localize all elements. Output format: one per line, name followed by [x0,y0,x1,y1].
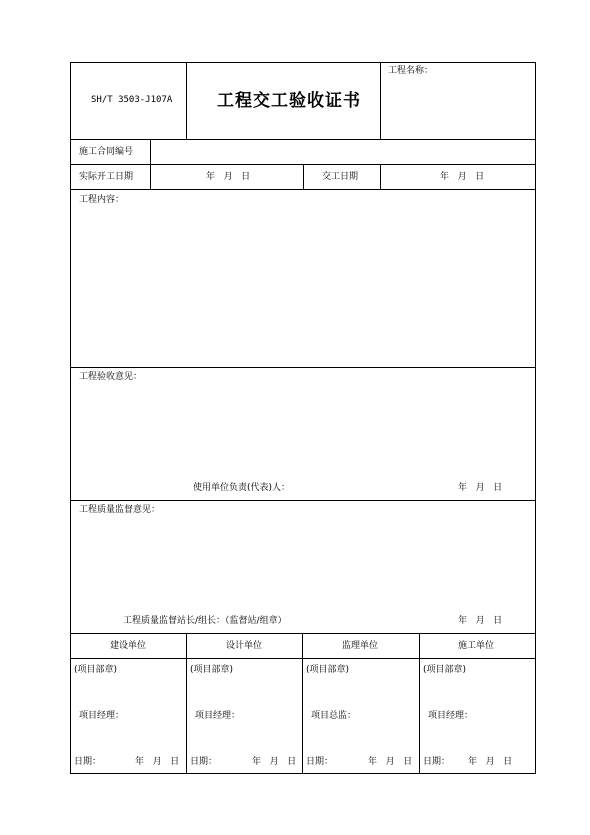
dates-divider-2 [303,164,304,190]
unit-manager-label: 项目总监： [311,711,357,721]
unit-stamp: (项目部章) [190,665,234,675]
acceptance-sign-label: 使用单位负责(代表)人： [193,483,291,493]
unit-date-label: 日期： [190,757,218,767]
unit-name-contractor: 施工单位 [458,641,495,651]
acceptance-bottom-line [70,500,536,501]
unit-date-label: 日期： [423,757,451,767]
unit-date-value[interactable]: 年 月 日 [468,757,513,767]
form-border-right [535,62,536,774]
handover-date-label: 交工日期 [322,172,359,182]
handover-date-value[interactable]: 年 月 日 [440,172,485,182]
unit-stamp: (项目部章) [423,665,467,675]
units-divider-3 [419,633,420,774]
unit-date-value[interactable]: 年 月 日 [252,757,297,767]
unit-stamp: (项目部章) [74,665,118,675]
form-border-top [70,62,536,63]
project-name-field[interactable] [381,80,535,138]
unit-manager-label: 项目经理： [79,711,125,721]
quality-date[interactable]: 年 月 日 [458,616,503,626]
page-title: 工程交工验收证书 [217,91,361,111]
contract-no-label: 施工合同编号 [79,147,134,157]
project-name-label: 工程名称： [388,66,434,76]
dates-divider-3 [380,164,381,190]
start-date-value[interactable]: 年 月 日 [206,172,251,182]
unit-name-supervision: 监理单位 [342,641,379,651]
unit-name-design: 设计单位 [226,641,263,651]
unit-date-label: 日期： [306,757,334,767]
units-divider-2 [302,633,303,774]
form-border-bottom [70,773,536,774]
units-header-bottom-line [70,658,536,659]
dates-bottom-line [70,189,536,190]
unit-manager-label: 项目经理： [428,711,474,721]
header-divider-1 [186,62,187,140]
content-field[interactable] [71,208,535,366]
unit-date-label: 日期： [74,757,102,767]
quality-bottom-line [70,633,536,634]
unit-manager-label: 项目经理： [195,711,241,721]
content-label: 工程内容： [79,195,125,205]
unit-name-construction-owner: 建设单位 [110,641,147,651]
quality-label: 工程质量监督意见： [79,505,161,515]
contract-no-field[interactable] [151,140,535,164]
acceptance-date[interactable]: 年 月 日 [458,483,503,493]
unit-stamp: (项目部章) [306,665,350,675]
quality-field[interactable] [71,519,535,611]
acceptance-label: 工程验收意见： [79,372,143,382]
dates-divider-1 [150,164,151,190]
form-code: SH/T 3503-J107A [91,95,173,105]
units-divider-1 [186,633,187,774]
unit-date-value[interactable]: 年 月 日 [135,757,180,767]
content-bottom-line [70,367,536,368]
acceptance-field[interactable] [71,386,535,478]
start-date-label: 实际开工日期 [79,172,134,182]
unit-date-value[interactable]: 年 月 日 [368,757,413,767]
quality-sign-label: 工程质量监督站长/组长：（监督站/组章） [123,616,287,626]
